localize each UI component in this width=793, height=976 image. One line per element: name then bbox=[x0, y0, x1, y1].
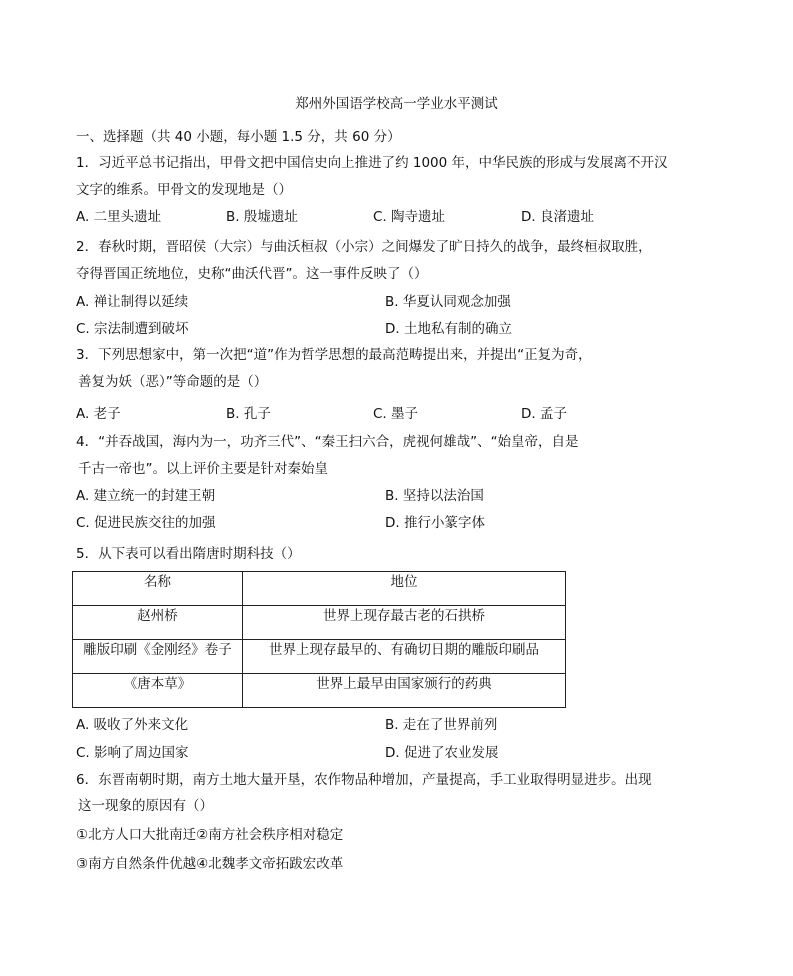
table-cell: 《唐本草》 bbox=[73, 674, 243, 708]
q5-option-a: A. 吸收了外来文化 bbox=[76, 717, 189, 733]
q1-option-d: D. 良渚遗址 bbox=[521, 209, 594, 225]
q4-option-a: A. 建立统一的封建王朝 bbox=[76, 488, 216, 504]
q3-line2: 善复为妖（恶）”等命题的是（） bbox=[78, 374, 268, 390]
q5-line1: 5．从下表可以看出隋唐时期科技（） bbox=[76, 546, 301, 562]
table-cell: 雕版印刷《金刚经》卷子 bbox=[73, 640, 243, 674]
q2-option-c: C. 宗法制遭到破坏 bbox=[76, 321, 189, 337]
q2-line2: 夺得晋国正统地位，史称“曲沃代晋”。这一事件反映了（） bbox=[76, 266, 428, 282]
q6-line3: ①北方人口大批南迁②南方社会秩序相对稳定 bbox=[76, 827, 344, 843]
table-row bbox=[73, 640, 566, 674]
q1-line1: 1．习近平总书记指出，甲骨文把中国信史向上推进了约 1000 年，中华民族的形成与发展离不开汉 bbox=[76, 155, 668, 171]
q3-option-d: D. 孟子 bbox=[521, 406, 567, 422]
q3-option-c: C. 墨子 bbox=[373, 406, 419, 422]
q3-line1: 3．下列思想家中，第一次把“道”作为哲学思想的最高范畴提出来，并提出“正复为奇， bbox=[76, 347, 592, 363]
q2-option-a: A. 禅让制得以延续 bbox=[76, 294, 189, 310]
q3-option-b: B. 孔子 bbox=[226, 406, 271, 422]
section-heading: 一、选择题（共 40 小题，每小题 1.5 分，共 60 分） bbox=[76, 129, 401, 145]
q2-option-d: D. 土地私有制的确立 bbox=[385, 321, 512, 337]
q3-option-a: A. 老子 bbox=[76, 406, 121, 422]
q4-option-b: B. 坚持以法治国 bbox=[385, 488, 484, 504]
q4-line2: 千古一帝也”。以上评价主要是针对秦始皇 bbox=[78, 461, 328, 477]
q1-line2: 文字的维系。甲骨文的发现地是（） bbox=[76, 182, 292, 198]
table-cell: 世界上最早由国家颁行的药典 bbox=[243, 674, 566, 708]
q6-line4: ③南方自然条件优越④北魏孝文帝拓跋宏改革 bbox=[76, 856, 344, 872]
q5-option-c: C. 影响了周边国家 bbox=[76, 745, 189, 761]
q2-line1: 2．春秋时期，晋昭侯（大宗）与曲沃桓叔（小宗）之间爆发了旷日持久的战争，最终桓叔取胜， bbox=[76, 239, 652, 255]
table-row bbox=[73, 606, 566, 640]
q6-line2: 这一现象的原因有（） bbox=[78, 798, 213, 814]
table-cell: 赵州桥 bbox=[73, 606, 243, 640]
table-row bbox=[73, 674, 566, 708]
table-cell: 世界上现存最早的、有确切日期的雕版印刷品 bbox=[243, 640, 566, 674]
q5-option-b: B. 走在了世界前列 bbox=[385, 717, 498, 733]
table-cell: 世界上现存最古老的石拱桥 bbox=[243, 606, 566, 640]
tech-table bbox=[72, 571, 566, 708]
table-header-cell: 地位 bbox=[243, 572, 566, 606]
page-title: 郑州外国语学校高一学业水平测试 bbox=[295, 96, 498, 112]
q5-option-d: D. 促进了农业发展 bbox=[385, 745, 499, 761]
table-header-cell: 名称 bbox=[73, 572, 243, 606]
q4-line1: 4．“并吞战国，海内为一，功齐三代”、“秦王扫六合，虎视何雄哉”、“始皇帝，自是 bbox=[76, 434, 579, 450]
q4-option-d: D. 推行小篆字体 bbox=[385, 515, 485, 531]
q1-option-a: A. 二里头遗址 bbox=[76, 209, 162, 225]
q4-option-c: C. 促进民族交往的加强 bbox=[76, 515, 216, 531]
q1-option-c: C. 陶寺遗址 bbox=[373, 209, 446, 225]
table-header-row bbox=[73, 572, 566, 606]
q2-option-b: B. 华夏认同观念加强 bbox=[385, 294, 511, 310]
q1-option-b: B. 殷墟遗址 bbox=[226, 209, 298, 225]
q6-line1: 6．东晋南朝时期，南方土地大量开垦，农作物品种增加，产量提高，手工业取得明显进步。出现 bbox=[76, 772, 652, 788]
